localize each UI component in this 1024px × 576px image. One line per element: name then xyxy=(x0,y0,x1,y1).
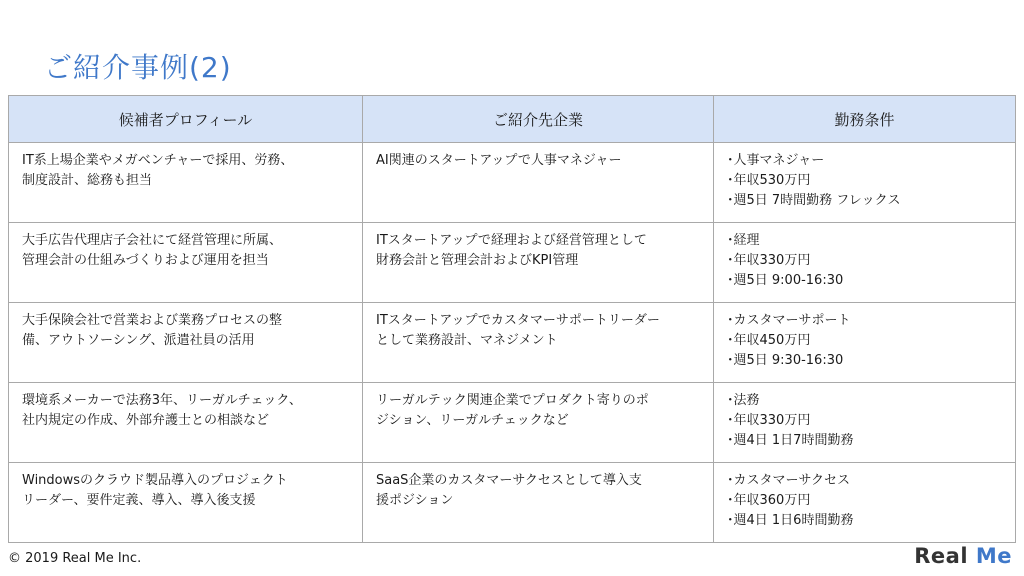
cell-line: IT系上場企業やメガベンチャーで採用、労務、 xyxy=(22,153,294,168)
cell-line: 備、アウトソーシング、派遣社員の活用 xyxy=(22,333,255,348)
cell-line: ITスタートアップで経理および経営管理として xyxy=(376,233,647,248)
table-header-row xyxy=(9,96,1016,143)
company-cell xyxy=(363,303,714,383)
profile-cell xyxy=(9,143,363,223)
cell-line: ･カスタマーサポート xyxy=(727,313,851,328)
cell-line: ジション、リーガルチェックなど xyxy=(376,413,569,428)
profile-cell xyxy=(9,223,363,303)
logo-text-accent: Me xyxy=(975,544,1012,568)
cell-line: ･週5日 9:30-16:30 xyxy=(727,353,844,368)
table-row xyxy=(9,143,1016,223)
cell-line: ･年収530万円 xyxy=(727,173,811,188)
company-cell xyxy=(363,383,714,463)
cell-line: ･週4日 1日6時間勤務 xyxy=(727,513,854,528)
cell-line: ･週5日 7時間勤務 フレックス xyxy=(727,193,901,208)
page-title: ご紹介事例(2) xyxy=(44,51,232,84)
cell-line: リーダー、要件定義、導入、導入後支援 xyxy=(22,493,256,508)
cell-line: ･週4日 1日7時間勤務 xyxy=(727,433,854,448)
cell-line: 援ポジション xyxy=(376,493,454,508)
cell-line: 社内規定の作成、外部弁護士との相談など xyxy=(22,413,270,428)
logo-text-main: Real xyxy=(914,544,976,568)
profile-cell xyxy=(9,303,363,383)
table-row xyxy=(9,303,1016,383)
header-conditions: 勤務条件 xyxy=(714,96,1016,143)
conditions-cell xyxy=(714,303,1016,383)
cell-line: 大手保険会社で営業および業務プロセスの整 xyxy=(22,313,283,328)
cell-line: ･年収450万円 xyxy=(727,333,811,348)
table-row xyxy=(9,223,1016,303)
case-table xyxy=(8,95,1016,543)
cell-line: ･年収330万円 xyxy=(727,253,811,268)
cell-line: ･年収330万円 xyxy=(727,413,811,428)
company-cell xyxy=(363,143,714,223)
conditions-cell xyxy=(714,463,1016,543)
cell-line: Windowsのクラウド製品導入のプロジェクト xyxy=(22,473,288,488)
company-cell xyxy=(363,223,714,303)
cell-line: 環境系メーカーで法務3年、リーガルチェック、 xyxy=(22,393,302,408)
cell-line: 大手広告代理店子会社にて経営管理に所属、 xyxy=(22,233,283,248)
cell-line: AI関連のスタートアップで人事マネジャー xyxy=(376,153,622,168)
cell-line: ･年収360万円 xyxy=(727,493,811,508)
profile-cell xyxy=(9,383,363,463)
profile-cell xyxy=(9,463,363,543)
company-logo xyxy=(914,544,1012,568)
cell-line: ･法務 xyxy=(727,393,760,408)
header-profile: 候補者プロフィール xyxy=(9,96,363,143)
cell-line: リーガルテック関連企業でプロダクト寄りのポ xyxy=(376,393,649,408)
conditions-cell xyxy=(714,143,1016,223)
cell-line: 財務会計と管理会計およびKPI管理 xyxy=(376,253,579,268)
cell-line: ･カスタマーサクセス xyxy=(727,473,850,488)
header-company: ご紹介先企業 xyxy=(363,96,714,143)
cell-line: ITスタートアップでカスタマーサポートリーダー xyxy=(376,313,660,328)
cell-line: ･経理 xyxy=(727,233,760,248)
cell-line: SaaS企業のカスタマーサクセスとして導入支 xyxy=(376,473,642,488)
cell-line: 制度設計、総務も担当 xyxy=(22,173,153,188)
conditions-cell xyxy=(714,223,1016,303)
cell-line: として業務設計、マネジメント xyxy=(376,333,558,348)
table-row xyxy=(9,463,1016,543)
copyright-text: © 2019 Real Me Inc. xyxy=(8,551,142,566)
cell-line: ･週5日 9:00-16:30 xyxy=(727,273,844,288)
company-cell xyxy=(363,463,714,543)
cell-line: 管理会計の仕組みづくりおよび運用を担当 xyxy=(22,253,269,268)
table-row xyxy=(9,383,1016,463)
conditions-cell xyxy=(714,383,1016,463)
cell-line: ･人事マネジャー xyxy=(727,153,825,168)
